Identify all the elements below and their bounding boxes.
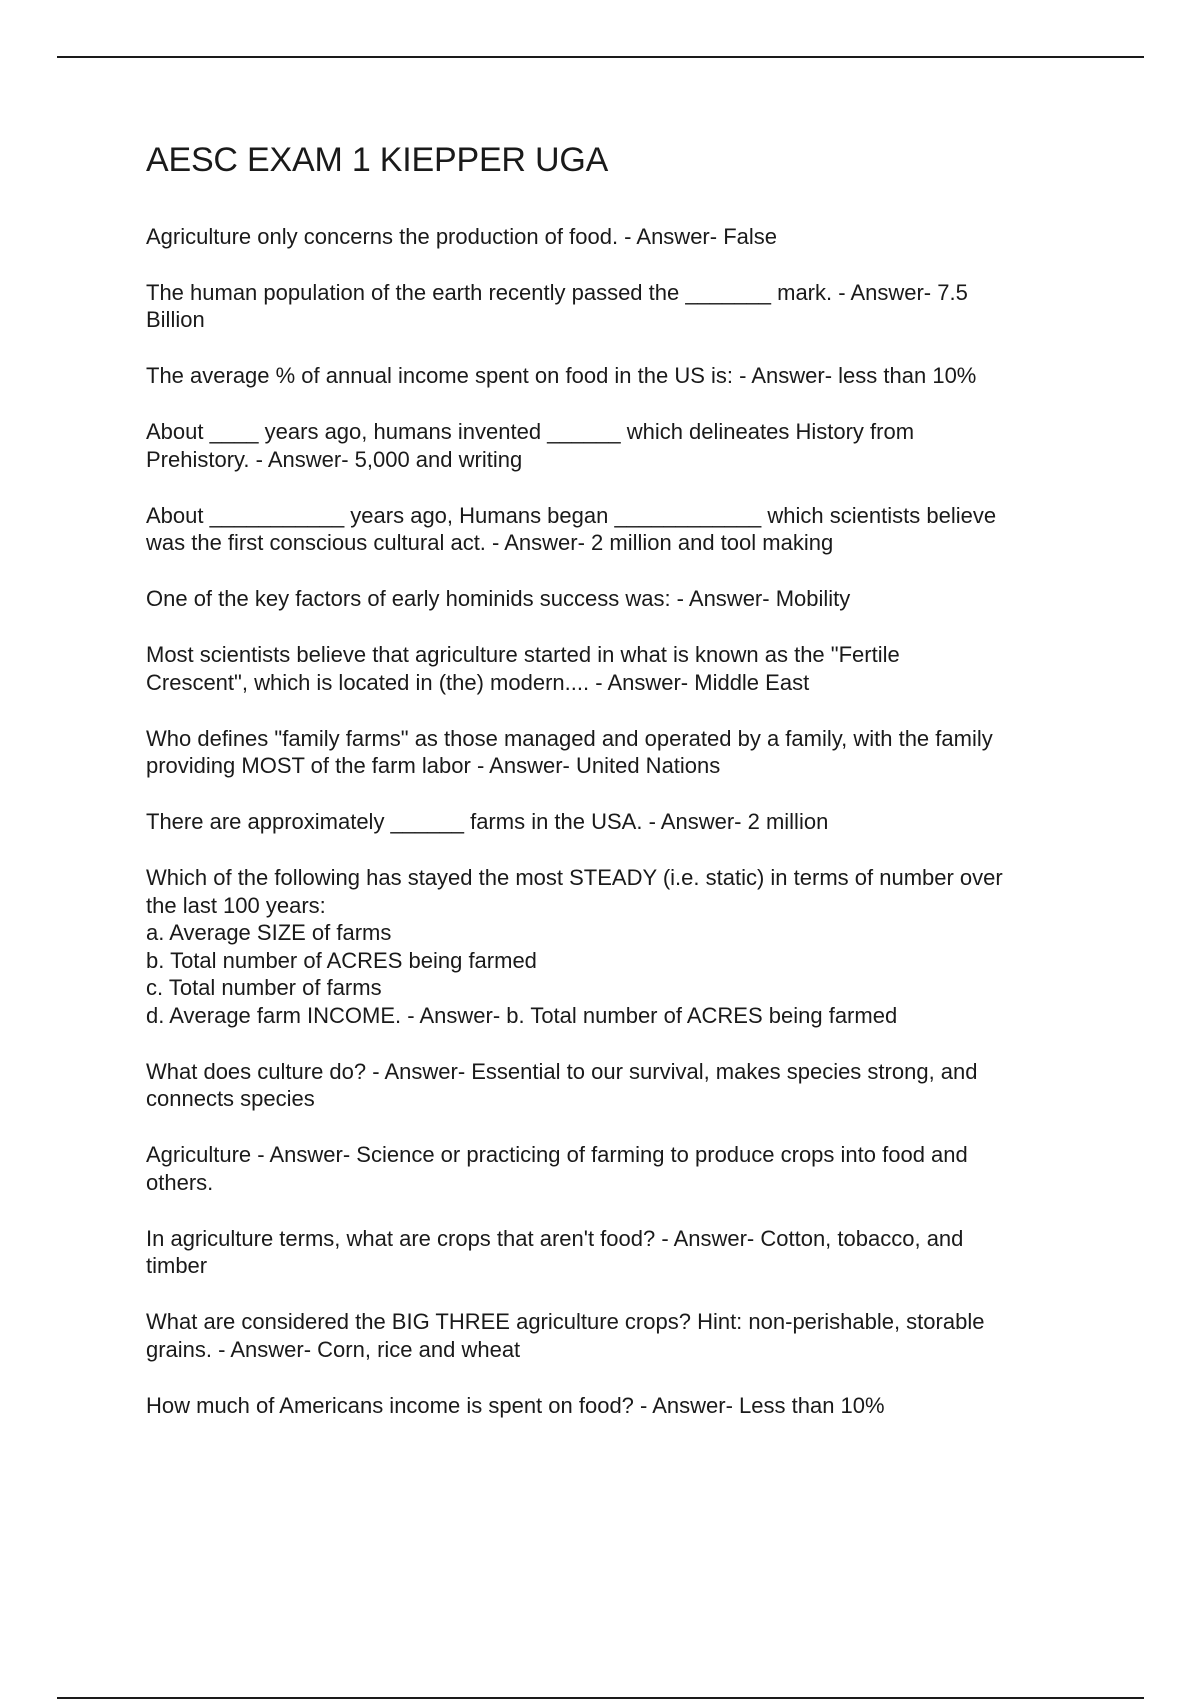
bottom-rule xyxy=(57,1697,1144,1699)
qa-item: What does culture do? - Answer- Essential to our survival, makes species strong, and connects species xyxy=(146,1058,978,1112)
qa-item: One of the key factors of early hominids success was: - Answer- Mobility xyxy=(146,586,851,612)
qa-list xyxy=(146,223,1106,1420)
qa-item: There are approximately ______ farms in the USA. - Answer- 2 million xyxy=(146,809,829,835)
qa-item: How much of Americans income is spent on food? - Answer- Less than 10% xyxy=(146,1392,885,1418)
qa-item: Agriculture only concerns the production of food. - Answer- False xyxy=(146,223,777,249)
qa-item: Which of the following has stayed the most STEADY (i.e. static) in terms of number over the last 100 years: a. Average SIZE of farms b. Total number of ACRES being farmed c. Total number of farms d. Average farm INCOME. - Answer- b. Total number of ACRES being farmed xyxy=(146,865,1003,1028)
qa-item: About ___________ years ago, Humans began ____________ which scientists believe was the first conscious cultural act. - Answer- 2 million and tool making xyxy=(146,502,997,556)
qa-item: What are considered the BIG THREE agriculture crops? Hint: non-perishable, storable grains. - Answer- Corn, rice and wheat xyxy=(146,1309,985,1362)
qa-item: Most scientists believe that agriculture started in what is known as the "Fertile Crescent", which is located in (the) modern.... - Answer- Middle East xyxy=(146,642,900,695)
document-title: AESC EXAM 1 KIEPPER UGA xyxy=(146,141,609,179)
qa-item: The human population of the earth recently passed the _______ mark. - Answer- 7.5 Billion xyxy=(146,279,968,333)
document-content xyxy=(146,140,1106,1448)
qa-item: Who defines "family farms" as those managed and operated by a family, with the family providing MOST of the farm labor - Answer- United Nations xyxy=(146,725,993,779)
top-rule xyxy=(57,56,1144,58)
qa-item: Agriculture - Answer- Science or practicing of farming to produce crops into food and others. xyxy=(146,1142,968,1195)
qa-item: About ____ years ago, humans invented ______ which delineates History from Prehistory. - Answer- 5,000 and writing xyxy=(146,419,915,472)
qa-item: In agriculture terms, what are crops that aren't food? - Answer- Cotton, tobacco, and timber xyxy=(146,1225,964,1279)
qa-item: The average % of annual income spent on food in the US is: - Answer- less than 10% xyxy=(146,363,977,389)
